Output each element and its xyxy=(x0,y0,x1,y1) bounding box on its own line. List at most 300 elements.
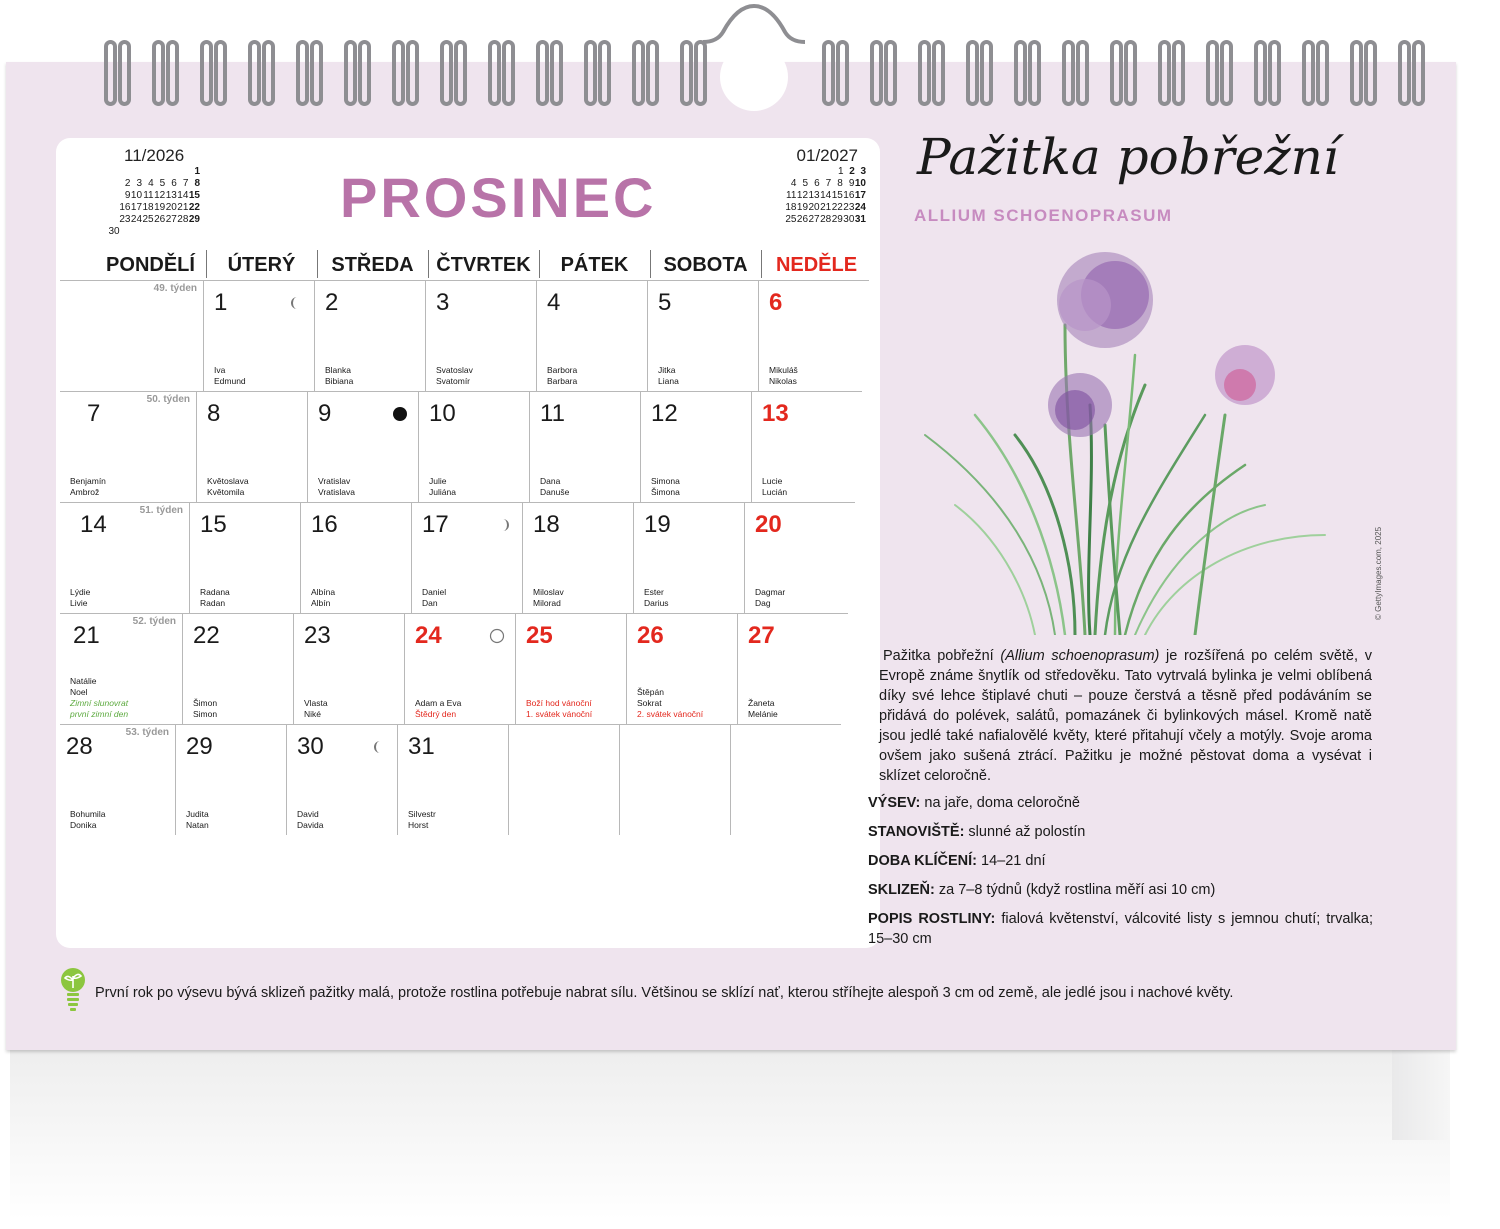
binding-coil xyxy=(248,40,261,106)
holiday-label: Zimní slunovrat xyxy=(70,698,129,708)
nameday-list xyxy=(540,476,569,498)
nameday: Žaneta xyxy=(748,698,775,708)
binding-coil xyxy=(536,40,549,106)
mini-day: 13 xyxy=(165,190,177,201)
mini-calendar-next xyxy=(776,146,866,226)
mini-day: 26 xyxy=(796,214,809,225)
mini-day xyxy=(131,226,143,238)
day-number: 26 xyxy=(637,622,664,649)
mini-day: 8 xyxy=(837,178,843,189)
day-cell[interactable] xyxy=(60,280,203,391)
nameday: Daniel xyxy=(422,587,447,597)
nameday: Darius xyxy=(644,598,669,608)
fact-location xyxy=(868,822,1373,842)
binding-coil xyxy=(836,40,849,106)
fact-key: SKLIZEŇ: xyxy=(868,882,935,898)
mini-day: 10 xyxy=(130,190,143,201)
day-cell[interactable] xyxy=(189,502,300,613)
binding-coil xyxy=(440,40,453,106)
mini-day xyxy=(143,226,155,238)
mini-week-row xyxy=(108,202,200,214)
binding-coil xyxy=(1124,40,1137,106)
mini-day: 2 xyxy=(849,166,855,177)
tip-text: První rok po výsevu bývá sklizeň pažitky malá, protože rostlina potřebuje nabrat sílu. Většinou se sklízí nať, kterou stříhejte alespoň 3 cm od země, ale jedlé jsou i nachové květy. xyxy=(95,985,1234,1001)
mini-day: 18 xyxy=(785,202,797,213)
nameday-list xyxy=(658,365,679,387)
nameday-list xyxy=(200,587,230,609)
nameday: Vratislava xyxy=(318,487,356,497)
day-cell[interactable] xyxy=(536,280,647,391)
nameday: Simon xyxy=(193,709,218,719)
holiday-label: Štědrý den xyxy=(415,709,457,719)
binding-coil xyxy=(822,40,835,106)
day-cell[interactable] xyxy=(196,391,307,502)
mini-week-row xyxy=(776,190,866,202)
mini-day: 10 xyxy=(854,178,866,189)
mini-week-row xyxy=(108,190,200,202)
nameday: Barbara xyxy=(547,376,578,386)
mini-day: 5 xyxy=(159,178,166,189)
nameday: Ester xyxy=(644,587,664,597)
mini-day: 14 xyxy=(820,190,832,201)
fact-key: DOBA KLÍČENÍ: xyxy=(868,853,978,869)
weekday-divider xyxy=(650,250,651,278)
binding-coil xyxy=(932,40,945,106)
binding-coil xyxy=(870,40,883,106)
mini-week-row xyxy=(108,166,200,178)
mini-day: 12 xyxy=(796,190,809,201)
mini-day: 29 xyxy=(188,214,200,225)
mini-day: 1 xyxy=(194,166,200,177)
day-cell[interactable] xyxy=(647,280,758,391)
day-cell[interactable] xyxy=(314,280,425,391)
plant-description xyxy=(879,646,1372,786)
nameday-list xyxy=(311,587,335,609)
month-title: PROSINEC xyxy=(340,166,657,229)
nameday: Silvestr xyxy=(408,809,436,819)
mini-week-row xyxy=(108,178,200,190)
nameday: Liana xyxy=(658,376,679,386)
day-number: 19 xyxy=(644,511,671,538)
binding-coil xyxy=(502,40,515,106)
last-quarter-moon-icon xyxy=(371,739,387,755)
day-number: 15 xyxy=(200,511,227,538)
binding-coil xyxy=(598,40,611,106)
day-cell[interactable] xyxy=(286,724,397,835)
mini-day: 19 xyxy=(154,202,166,213)
nameday: Benjamín xyxy=(70,476,106,486)
holiday-label: Boží hod vánoční xyxy=(526,698,592,708)
nameday: Donika xyxy=(70,820,97,830)
weekday-4: PÁTEK xyxy=(560,254,629,276)
mini-day: 14 xyxy=(177,190,189,201)
mini-day: 2 xyxy=(124,178,131,189)
mini-day: 21 xyxy=(820,202,832,213)
nameday: Nikolas xyxy=(769,376,797,386)
day-cell[interactable] xyxy=(60,724,175,835)
nameday-list xyxy=(297,809,323,831)
week-number: 51. týden xyxy=(139,505,183,516)
mini-next-title: 01/2027 xyxy=(796,146,858,165)
binding-coil xyxy=(1254,40,1267,106)
binding-coil xyxy=(550,40,563,106)
weekday-divider xyxy=(428,250,429,278)
mini-week-row xyxy=(108,226,200,238)
fact-key: VÝSEV: xyxy=(868,795,921,811)
day-cell[interactable] xyxy=(758,280,869,391)
nameday: Jitka xyxy=(658,365,676,375)
chives-illustration xyxy=(915,235,1335,635)
full-moon-icon xyxy=(489,628,505,644)
mini-day: 7 xyxy=(182,178,189,189)
nameday: Ambrož xyxy=(70,487,100,497)
day-number: 27 xyxy=(748,622,775,649)
mini-day: 27 xyxy=(165,214,177,225)
nameday-list xyxy=(207,476,249,498)
nameday-list xyxy=(70,676,128,720)
mini-day: 28 xyxy=(177,214,189,225)
mini-day xyxy=(166,226,178,238)
nameday: Radana xyxy=(200,587,230,597)
nameday-list xyxy=(70,476,106,498)
day-number: 10 xyxy=(429,400,456,427)
weekday-divider xyxy=(539,250,540,278)
binding-coil xyxy=(488,40,501,106)
mini-day: 7 xyxy=(825,178,832,189)
binding-coil xyxy=(200,40,213,106)
mini-day xyxy=(178,226,190,238)
fact-value: na jaře, doma celoročně xyxy=(920,795,1080,811)
fact-key: STANOVIŠTĚ: xyxy=(868,824,965,840)
binding-coil xyxy=(104,40,117,106)
binding-coil xyxy=(680,40,693,106)
fact-description xyxy=(868,909,1373,949)
day-cell[interactable] xyxy=(175,724,286,835)
day-cell[interactable] xyxy=(515,613,626,724)
nameday: Barbora xyxy=(547,365,578,375)
day-cell[interactable] xyxy=(619,724,730,835)
nameday: Horst xyxy=(408,820,429,830)
binding-coil xyxy=(214,40,227,106)
mini-day: 13 xyxy=(808,190,820,201)
nameday: Natan xyxy=(186,820,209,830)
day-number: 5 xyxy=(658,289,672,316)
day-cell[interactable] xyxy=(737,613,848,724)
weekday-divider xyxy=(761,250,762,278)
weekday-divider xyxy=(206,250,207,278)
mini-day: 25 xyxy=(785,214,797,225)
binding-coil xyxy=(966,40,979,106)
nameday-list xyxy=(429,476,456,498)
weekday-5: SOBOTA xyxy=(663,254,748,276)
binding-coil xyxy=(296,40,309,106)
nameday-list xyxy=(415,698,461,720)
nameday: Bibiana xyxy=(325,376,354,386)
mini-day: 23 xyxy=(843,202,855,213)
fact-value: 14–21 dní xyxy=(977,853,1046,869)
binding-coil xyxy=(118,40,131,106)
week-number: 49. týden xyxy=(153,283,197,294)
desc-latin: (Allium schoenoprasum) xyxy=(1000,648,1160,664)
mini-day xyxy=(787,166,798,178)
day-number: 4 xyxy=(547,289,561,316)
weekday-6: NEDĚLE xyxy=(775,254,858,276)
nameday: Milorad xyxy=(533,598,561,608)
mini-day: 11 xyxy=(786,190,797,201)
nameday-list xyxy=(769,365,798,387)
day-number: 30 xyxy=(297,733,324,760)
week-number: 52. týden xyxy=(132,616,176,627)
day-number: 13 xyxy=(762,400,789,427)
nameday-list xyxy=(762,476,787,498)
binding-coil xyxy=(166,40,179,106)
binding-coil xyxy=(1302,40,1315,106)
plant-latin-name: ALLIUM SCHOENOPRASUM xyxy=(914,206,1173,225)
nameday-list xyxy=(214,365,246,387)
day-cell[interactable] xyxy=(397,724,508,835)
mini-day: 22 xyxy=(188,202,200,213)
nameday: Bohumila xyxy=(70,809,106,819)
day-number: 3 xyxy=(436,289,450,316)
mini-day xyxy=(142,166,154,178)
day-cell[interactable] xyxy=(522,502,633,613)
day-number: 7 xyxy=(87,400,101,427)
plant-title: Pažitka pobřežní xyxy=(917,128,1339,186)
nameday: Dagmar xyxy=(755,587,786,597)
mini-day: 23 xyxy=(119,214,131,225)
nameday-list xyxy=(755,587,785,609)
weekday-1: ÚTERÝ xyxy=(227,254,296,276)
nameday-list xyxy=(651,476,680,498)
mini-day xyxy=(821,166,832,178)
mini-week-row xyxy=(776,166,866,178)
day-cell[interactable] xyxy=(730,724,841,835)
nameday: Julie xyxy=(429,476,447,486)
binding-coil xyxy=(918,40,931,106)
nameday: Dana xyxy=(540,476,561,486)
nameday: Vratislav xyxy=(318,476,351,486)
binding-coil xyxy=(406,40,419,106)
mini-week-row xyxy=(776,178,866,190)
binding-coil xyxy=(344,40,357,106)
mini-day: 20 xyxy=(808,202,820,213)
mini-day: 25 xyxy=(142,214,154,225)
hanger-hook-icon xyxy=(697,2,811,112)
mini-week-row xyxy=(108,214,200,226)
holiday-label: 1. svátek vánoční xyxy=(526,709,593,719)
mini-day: 4 xyxy=(790,178,797,189)
mini-day: 31 xyxy=(854,214,866,225)
day-cell[interactable] xyxy=(182,613,293,724)
image-credit: © GettyImages.com, 2025 xyxy=(1374,526,1383,620)
nameday-list xyxy=(637,687,703,720)
holiday-label: první zimní den xyxy=(70,709,129,719)
mini-day: 20 xyxy=(165,202,177,213)
mini-day: 15 xyxy=(188,190,200,201)
binding-coil xyxy=(1268,40,1281,106)
mini-calendar-prev xyxy=(108,146,200,238)
day-number: 21 xyxy=(73,622,100,649)
nameday-list xyxy=(318,476,355,498)
binding-coil xyxy=(392,40,405,106)
mini-day: 24 xyxy=(130,214,143,225)
weekday-3: ČTVRTEK xyxy=(436,254,531,276)
day-cell[interactable] xyxy=(293,613,404,724)
fact-sowing xyxy=(868,793,1373,813)
nameday: Natálie xyxy=(70,676,97,686)
nameday: Sokrat xyxy=(637,698,662,708)
nameday: Juliána xyxy=(429,487,456,497)
day-cell[interactable] xyxy=(300,502,411,613)
mini-day xyxy=(154,166,166,178)
day-cell[interactable] xyxy=(529,391,640,502)
week-number: 53. týden xyxy=(125,727,169,738)
day-number: 6 xyxy=(769,289,783,316)
mini-day: 6 xyxy=(814,178,820,189)
mini-day xyxy=(799,166,810,178)
day-cell[interactable] xyxy=(418,391,529,502)
day-cell[interactable] xyxy=(640,391,751,502)
nameday: Judita xyxy=(186,809,209,819)
nameday: Simona xyxy=(651,476,680,486)
mini-day: 22 xyxy=(831,202,843,213)
mini-day xyxy=(165,166,177,178)
nameday-list xyxy=(193,698,217,720)
nameday-list xyxy=(547,365,577,387)
new-moon-icon xyxy=(392,406,408,422)
binding-coil xyxy=(1028,40,1041,106)
nameday-list xyxy=(526,698,592,720)
binding-coil xyxy=(1220,40,1233,106)
day-number: 23 xyxy=(304,622,331,649)
weekday-0: PONDĚLÍ xyxy=(106,254,195,276)
mini-day: 30 xyxy=(108,226,120,237)
binding-coil xyxy=(632,40,645,106)
mini-day: 19 xyxy=(796,202,809,213)
nameday: Dag xyxy=(755,598,771,608)
day-number: 9 xyxy=(318,400,332,427)
nameday: Svatomír xyxy=(436,376,471,386)
binding-coil xyxy=(152,40,165,106)
day-cell[interactable] xyxy=(60,502,189,613)
mini-day xyxy=(177,166,189,178)
binding-coil xyxy=(262,40,275,106)
binding-coil xyxy=(1398,40,1411,106)
binding-coil xyxy=(1062,40,1075,106)
nameday: Albín xyxy=(311,598,331,608)
binding-coil xyxy=(1412,40,1425,106)
nameday: Noel xyxy=(70,687,88,697)
mini-day xyxy=(776,166,787,178)
day-number: 1 xyxy=(214,289,228,316)
nameday: Iva xyxy=(214,365,226,375)
nameday: Blanka xyxy=(325,365,351,375)
weekday-header xyxy=(95,250,871,280)
holiday-label: 2. svátek vánoční xyxy=(637,709,704,719)
nameday-list xyxy=(70,587,90,609)
day-cell[interactable] xyxy=(203,280,314,391)
day-cell[interactable] xyxy=(404,613,515,724)
nameday: Livie xyxy=(70,598,88,608)
binding-coil xyxy=(1350,40,1363,106)
calendar-grid xyxy=(60,280,874,840)
mini-day: 16 xyxy=(843,190,855,201)
mini-day: 30 xyxy=(843,214,855,225)
nameday: Květomila xyxy=(207,487,245,497)
fact-key: POPIS ROSTLINY: xyxy=(868,911,996,927)
binding-coil xyxy=(1172,40,1185,106)
day-number: 11 xyxy=(540,400,565,427)
nameday: Niké xyxy=(304,709,322,719)
day-cell[interactable] xyxy=(411,502,522,613)
binding-coil xyxy=(1364,40,1377,106)
day-number: 2 xyxy=(325,289,339,316)
mini-prev-title: 11/2026 xyxy=(124,146,185,165)
nameday: Albína xyxy=(311,587,336,597)
nameday: Lýdie xyxy=(70,587,91,597)
nameday: Lucián xyxy=(762,487,788,497)
fact-value: fialová květenství, válcovité listy s jemnou chutí; trvalka; 15–30 cm xyxy=(868,911,1373,947)
nameday: Mikuláš xyxy=(769,365,798,375)
weekday-2: STŘEDA xyxy=(331,254,414,276)
mini-day: 3 xyxy=(860,166,866,177)
nameday: Šimon xyxy=(193,698,218,708)
day-cell[interactable] xyxy=(307,391,418,502)
nameday-list xyxy=(436,365,473,387)
mini-day: 17 xyxy=(130,202,143,213)
mini-day: 9 xyxy=(124,190,131,201)
binding-coil xyxy=(980,40,993,106)
day-number: 12 xyxy=(651,400,678,427)
day-cell[interactable] xyxy=(751,391,862,502)
desc-body: je rozšířená po celém světě, v Evropě známe šnytlík od středověku. Tato vytrvalá bylinka je velmi oblíbená díky své lehce štiplavé chuti – pouze čerstvá a těsně před podáváním se přidává do polévek, salátů, pomazánek či bylinkových másel. Kromě natě jsou jedlé také nafialovělé květy, které přitahují včely a motýly. Svoje aroma ovšem jako sušená ztrácí. Pažitku je možné pěstovat doma a vysévat i sklízet celoročně. xyxy=(879,648,1372,784)
day-number: 17 xyxy=(422,511,449,538)
nameday: Květoslava xyxy=(207,476,249,486)
binding-coil xyxy=(1158,40,1171,106)
mini-day: 4 xyxy=(148,178,154,189)
mini-week-row xyxy=(776,214,866,226)
day-cell[interactable] xyxy=(633,502,744,613)
day-cell[interactable] xyxy=(508,724,619,835)
day-cell[interactable] xyxy=(425,280,536,391)
mini-day: 18 xyxy=(142,202,154,213)
day-number: 25 xyxy=(526,622,553,649)
nameday: Miloslav xyxy=(533,587,564,597)
day-number: 24 xyxy=(415,622,442,649)
nameday: Radan xyxy=(200,598,226,608)
nameday: David xyxy=(297,809,319,819)
mini-day xyxy=(810,166,821,178)
binding-coil xyxy=(884,40,897,106)
binding-coil xyxy=(1316,40,1329,106)
binding-coil xyxy=(310,40,323,106)
desc-intro: Pažitka pobřežní xyxy=(883,648,1001,664)
day-number: 31 xyxy=(408,733,435,760)
lightbulb-sprout-icon xyxy=(60,966,86,1014)
day-cell[interactable] xyxy=(744,502,855,613)
nameday: Davida xyxy=(297,820,324,830)
day-cell[interactable] xyxy=(60,613,182,724)
day-number: 14 xyxy=(80,511,107,538)
day-cell[interactable] xyxy=(626,613,737,724)
day-cell[interactable] xyxy=(60,391,196,502)
binding-coil xyxy=(1014,40,1027,106)
mini-day: 21 xyxy=(177,202,189,213)
fact-value: za 7–8 týdnů (když rostlina měří asi 10 cm) xyxy=(934,882,1216,898)
mini-day: 24 xyxy=(854,202,866,213)
day-number: 29 xyxy=(186,733,213,760)
mini-day: 29 xyxy=(831,214,843,225)
